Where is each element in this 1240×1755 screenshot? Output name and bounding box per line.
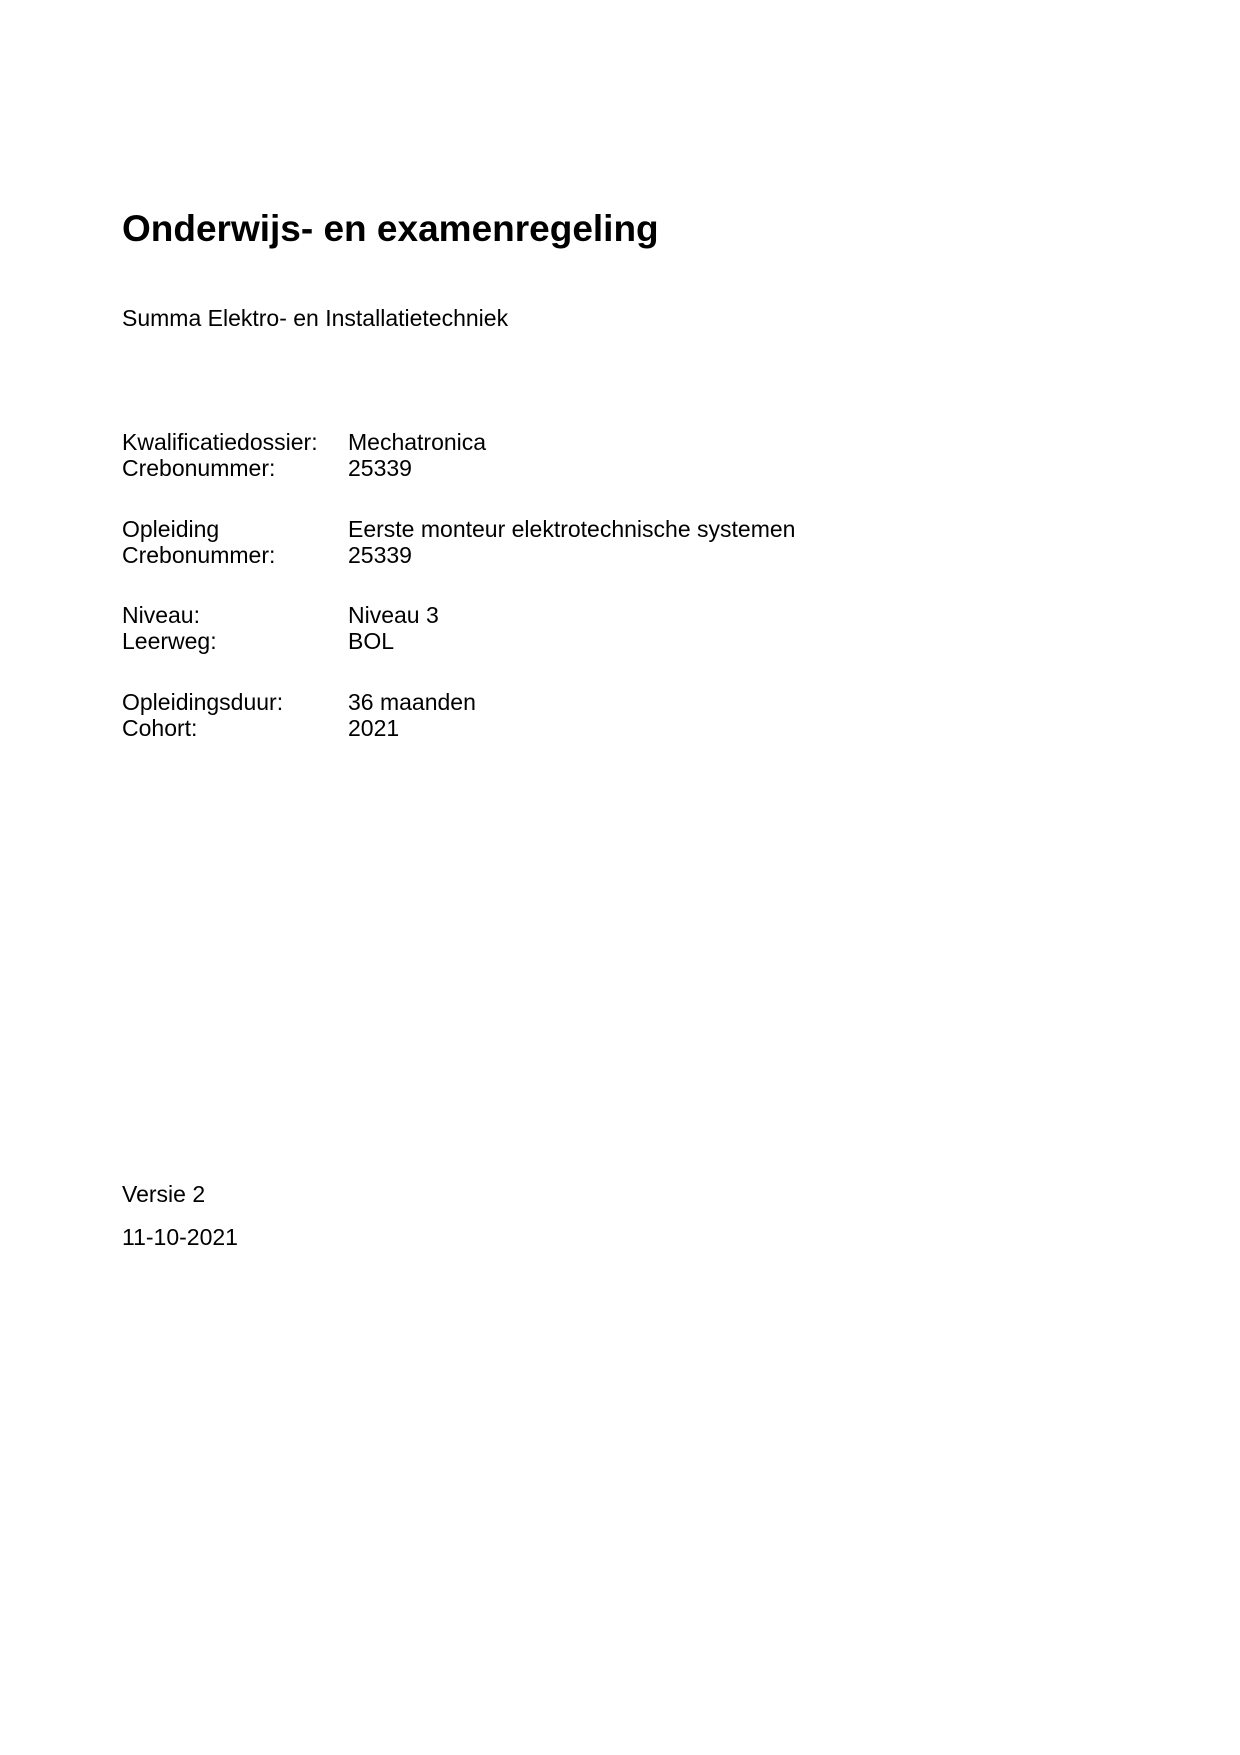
field-value: 25339: [348, 455, 412, 481]
page-title: Onderwijs- en examenregeling: [122, 208, 659, 249]
field-label: Niveau:: [122, 602, 200, 628]
field-value: 25339: [348, 542, 412, 568]
field-label: Kwalificatiedossier:: [122, 429, 318, 455]
field-label: Leerweg:: [122, 628, 217, 654]
field-label: Crebonummer:: [122, 455, 276, 481]
field-label: Cohort:: [122, 715, 198, 741]
field-row: [122, 628, 1122, 654]
field-row: [122, 429, 1122, 455]
field-value: 2021: [348, 715, 400, 741]
field-value: Eerste monteur elektrotechnische systemen: [348, 516, 796, 542]
version-label: Versie 2: [122, 1181, 206, 1207]
field-value: BOL: [348, 628, 395, 654]
field-label: Opleiding: [122, 516, 220, 542]
field-group-kwalificatie: [122, 429, 1122, 481]
document-subtitle: Summa Elektro- en Installatietechniek: [122, 305, 509, 331]
field-row: [122, 715, 1122, 741]
field-group-opleidingsduur: [122, 689, 1122, 741]
field-row: [122, 542, 1122, 568]
field-group-opleiding: [122, 516, 1122, 568]
field-label: Crebonummer:: [122, 542, 276, 568]
field-row: [122, 455, 1122, 481]
date-label: 11-10-2021: [122, 1224, 238, 1250]
field-group-niveau: [122, 602, 1122, 654]
field-row: [122, 689, 1122, 715]
field-label: Opleidingsduur:: [122, 689, 284, 715]
field-row: [122, 602, 1122, 628]
field-value: Niveau 3: [348, 602, 439, 628]
field-value: Mechatronica: [348, 429, 487, 455]
field-row: [122, 516, 1122, 542]
field-value: 36 maanden: [348, 689, 476, 715]
